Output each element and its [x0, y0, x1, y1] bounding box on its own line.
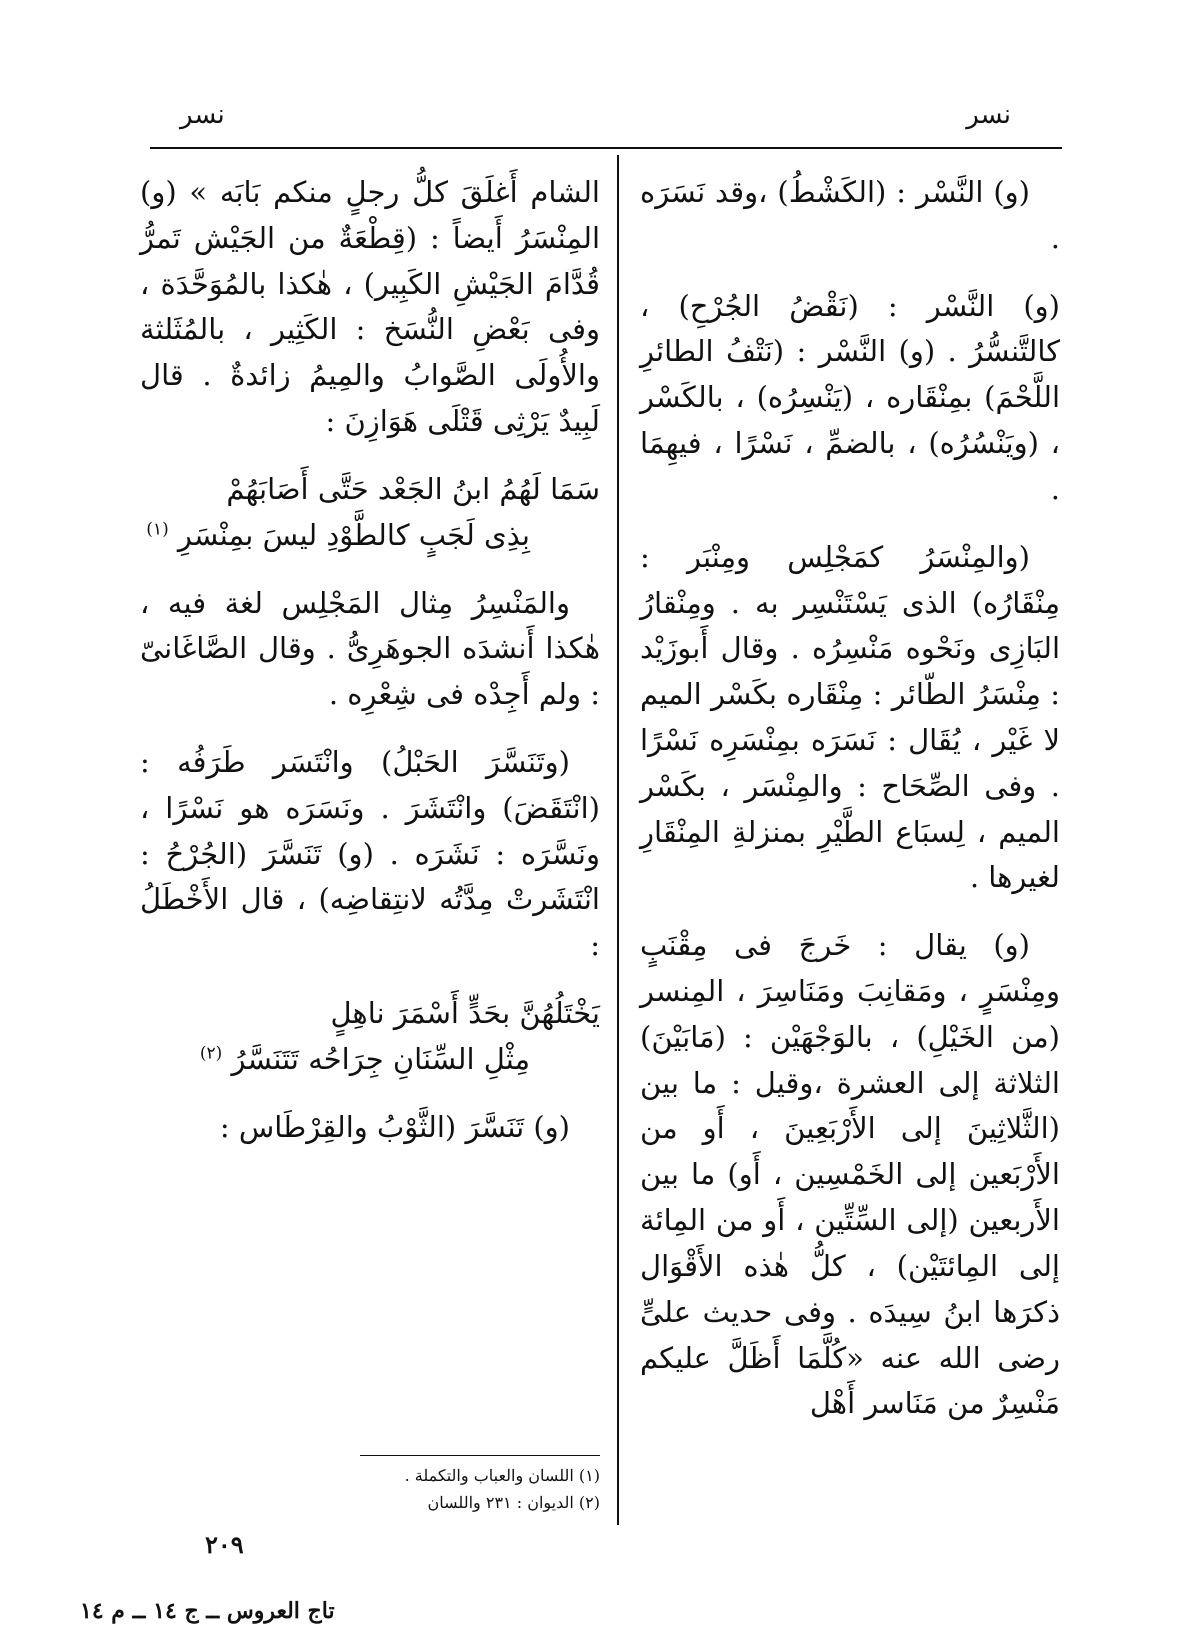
paragraph: (والمِنْسَرُ كمَجْلِس ومِنْبَر : مِنْقَارُه) الذى يَسْتَنْسِر به . ومِنْقارُ البَازِى ونَحْوه مَنْسِرُه . وقال أَبوزَيْد : مِنْسَرُ الطّائر : مِنْقَاره بكَسْر الميم لا غَيْر ، يُقَال : نَسَرَه بمِنْسَرِه نَسْرًا . وفى الصِّحَاح : والمِنْسَر ، بكَسْر الميم ، لِسبَاع الطَّيْرِ بمنزلةِ المِنْقَارِ لغيرها . [640, 539, 1060, 895]
footnotes [300, 1462, 600, 1516]
verse-2 [140, 991, 600, 1083]
verse-1 [140, 467, 600, 559]
verse-hemistich: مِثْلِ السِّنَانِ جِرَاحُه تَتَنَسَّرُ $^{(٢)}$ [199, 1041, 530, 1076]
header-left-word: نسر [180, 100, 225, 130]
paragraph: (و) يقال : خَرجَ فى مِقْنَبٍ ومِنْسَرٍ ، ومَقانِبَ ومَنَاسِرَ ، المِنسر (من الخَيْلِ) ، بالوَجْهَيْن : (مَابَيْنَ) الثلاثة إلى العشرة ،وقيل : ما بين (الثَّلاثِينَ إلى الأَرْبَعِينَ ، أَو من الأَرْبَعين إلى الخَمْسِين ، أَو) ما بين الأَربعين (إلى السِّتِّين ، أَو من المِائة إلى المِائتَيْن) ، كلُّ هٰذه الأَقْوَال ذكرَها ابنُ سِيدَه . وفى حديث علىٍّ رضى الله عنه «كُلَّمَا أَظَلَّ عليكم مَنْسِرٌ من مَنَاسر أَهْل [640, 928, 1060, 1421]
right-column [640, 170, 1060, 1449]
header-right-word: نسر [966, 100, 1011, 130]
header-rule [150, 147, 1062, 149]
verse-hemistich: يَخْتَلُهُنَّ بحَدٍّ أَسْمَرَ ناهِلٍ [330, 996, 600, 1030]
footnote: (١) اللسان والعباب والتكملة . [404, 1466, 600, 1485]
verse-hemistich: بِذِى لَجَبٍ كالطَّوْدِ ليسَ بمِنْسَرِ $^{(١)}$ [146, 517, 530, 552]
footnote-rule [360, 1455, 600, 1456]
paragraph: (و) النَّسْر : (الكَشْطُ) ،وقد نَسَرَه . [640, 175, 1060, 255]
left-column [140, 170, 600, 1172]
paragraph: الشام أَغلَقَ كلُّ رجلٍ منكم بَابَه » (و) المِنْسَرُ أَيضاً : (قِطْعَةٌ من الجَيْش تَمرُّ قُدَّامَ الجَيْشِ الكَبِير) ، هٰكذا بالمُوَحَّدَة ، وفى بَعْضِ النُّسَخ : الكَثِير ، بالمُثَلثة والأُولَى الصَّوابُ والمِيمُ زائدةٌ . قال لَبِيدٌ يَرْثِى قَتْلَى هَوَازِنَ : [140, 175, 600, 439]
paragraph: (وتَنَسَّرَ الحَبْلُ) وانْتَسَر طَرَفُه : (انْتَقَضَ) وانْتَشَرَ . ونَسَرَه هو نَسْرًا ، ونَسَّرَه : نَشَرَه . (و) تَنَسَّرَ (الجُرْحُ : انْتَشَرتْ مِدَّتُه لانتِقاضِه) ، قال الأَخْطَلُ : [140, 744, 600, 963]
page-number: ٢٠٩ [205, 1530, 244, 1559]
paragraph: والمَنْسِرُ مِثال المَجْلِس لغة فيه ، هٰكذا أَنشدَه الجوهَرِىُّ . وقال الصَّاغَانىّ : ولم أَجِدْه فى شِعْرِه . [140, 585, 600, 712]
footnote-marker: (١) [146, 519, 169, 540]
paragraph: (و) النَّسْر : (نَقْضُ الجُرْحِ) ، كالتَّنسُّرُ . (و) النَّسْر : (نَتْفُ الطائرِ اللَّحْمَ) بمِنْقَاره ، (يَنْسِرُه) ، بالكَسْر ، (ويَنْسُرُه) ، بالضمِّ ، نَسْرًا ، فيهِمَا . [640, 288, 1060, 506]
column-divider [617, 155, 619, 1525]
footnote: (٢) الديوان : ٢٣١ واللسان [427, 1493, 600, 1513]
verse-hemistich: سَمَا لَهُمُ ابنُ الجَعْد حَتَّى أَصَابَهُمْ [226, 471, 600, 506]
book-imprint: تاج العروس ــ ج ١٤ ــ م ١٤ [80, 1598, 335, 1624]
footnote-marker: (٢) [199, 1043, 223, 1064]
paragraph: (و) تَنَسَّرَ (الثَّوْبُ والقِرْطَاس : [219, 1109, 570, 1144]
